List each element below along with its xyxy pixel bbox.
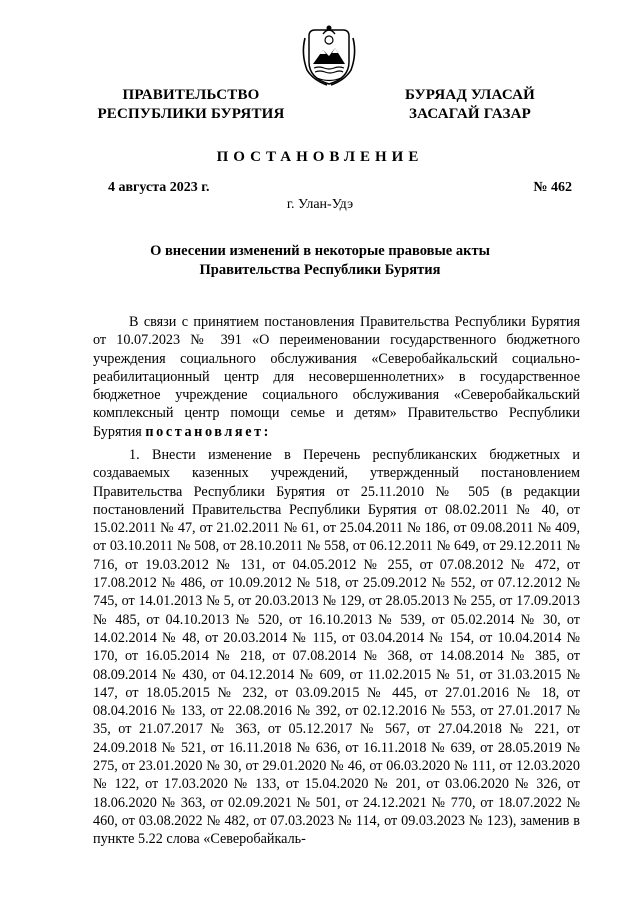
document-number: № 462 xyxy=(533,180,572,195)
header-right-block xyxy=(380,86,560,124)
paragraph1-emphasis: постановляет: xyxy=(145,423,271,440)
paragraph1-text: В связи с принятием постановления Правительства Республики Бурятия от 10.07.2023 № 391 «О переименовании государственного бюджетного учреждения социального обслуживания «Северобайкальский социально-реабилитационный центр для несовершеннолетних» в государственное бюджетное учреждение социального обслуживания «Северобайкальский комплексный центр помощи семье и детям» Правительство Республики Бурятия xyxy=(93,314,580,440)
header-right-line2: ЗАСАГАЙ ГАЗАР xyxy=(409,106,531,122)
title-line2: Правительства Республики Бурятия xyxy=(199,262,441,278)
header-right-line1: БУРЯАД УЛАСАЙ xyxy=(404,87,536,103)
coat-of-arms-icon xyxy=(299,24,359,88)
title-line1: О внесении изменений в некоторые правовые акты xyxy=(150,243,490,259)
document-city: г. Улан-Удэ xyxy=(286,197,354,212)
header-left-line1: ПРАВИТЕЛЬСТВО xyxy=(122,87,260,103)
body-paragraph-1 xyxy=(93,313,580,441)
header-left-block xyxy=(86,86,296,124)
document-type: ПОСТАНОВЛЕНИЕ xyxy=(216,149,424,165)
paragraph2-text: 1. Внести изменение в Перечень республиканских бюджетных и создаваемых казенных учреждений, утвержденный постановлением Правительства Республики Бурятия от 25.11.2010 № 505 (в редакции постановлений Правительства Республики Бурятия от 08.02.2011 № 40, от 15.02.2011 № 47, от 21.02.2011 № 61, от 25.04.2011 № 186, от 09.08.2011 № 409, от 03.10.2011 № 508, от 28.10.2011 № 558, от 06.12.2011 № 649, от 29.12.2011 № 716, от 19.03.2012 № 131, от 04.05.2012 № 255, от 07.08.2012 № 472, от 17.08.2012 № 486, от 10.09.2012 № 518, от 25.09.2012 № 552, от 07.12.2012 № 745, от 14.01.2013 № 5, от 20.03.2013 № 129, от 28.05.2013 № 255, от 17.09.2013 № 485, от 04.10.2013 № 520, от 16.10.2013 № 539, от 05.02.2014 № 30, от 14.02.2014 № 48, от 20.03.2014 № 115, от 03.04.2014 № 154, от 10.04.2014 № 170, от 16.05.2014 № 218, от 07.08.2014 № 368, от 14.08.2014 № 385, от 08.09.2014 № 430, от 04.12.2014 № 609, от 11.02.2015 № 51, от 31.03.2015 № 147, от 18.05.2015 № 232, от 03.09.2015 № 445, от 27.01.2016 № 18, от 08.04.2016 № 133, от 22.08.2016 № 392, от 02.12.2016 № 553, от 27.01.2017 № 35, от 21.07.2017 № 363, от 05.12.2017 № 567, от 27.04.2018 № 221, от 24.09.2018 № 521, от 16.11.2018 № 636, от 16.11.2018 № 639, от 28.05.2019 № 275, от 23.01.2020 № 30, от 29.01.2020 № 46, от 06.03.2020 № 111, от 12.03.2020 № 122, от 17.03.2020 № 133, от 15.04.2020 № 201, от 03.06.2020 № 326, от 18.06.2020 № 363, от 02.09.2021 № 501, от 24.12.2021 № 770, от 18.07.2022 № 460, от 03.08.2022 № 482, от 07.03.2023 № 114, от 09.03.2023 № 123), заменив в пункте 5.22 слова «Северобайкаль- xyxy=(93,447,580,848)
header-left-line2: РЕСПУБЛИКИ БУРЯТИЯ xyxy=(97,106,285,122)
document-title xyxy=(100,242,540,280)
document-date: 4 августа 2023 г. xyxy=(108,180,210,195)
body-paragraph-2 xyxy=(93,446,580,849)
